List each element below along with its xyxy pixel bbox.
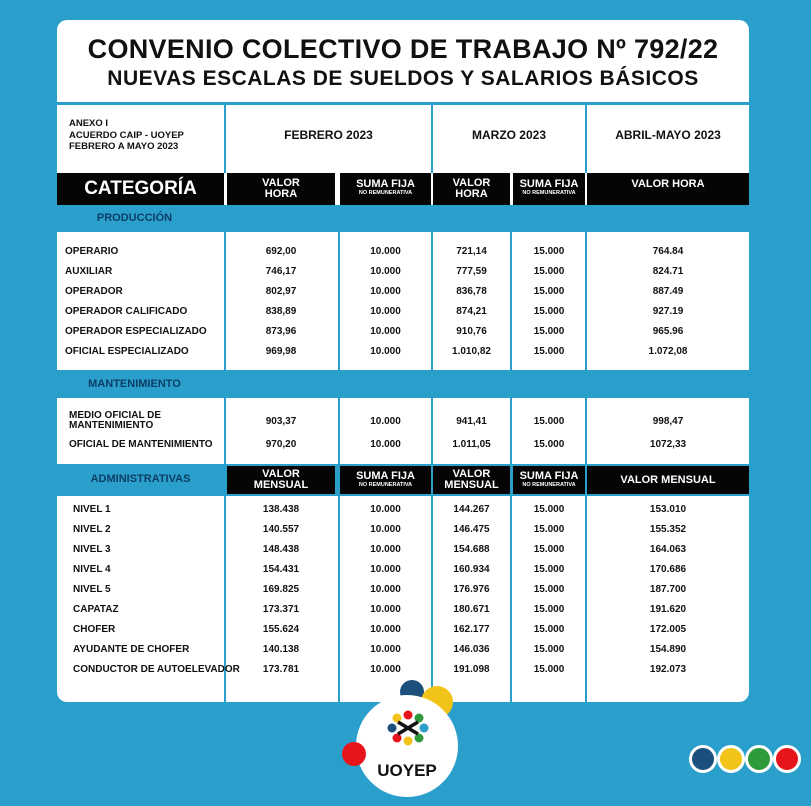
subtitle: NUEVAS ESCALAS DE SUELDOS Y SALARIOS BÁSICOS xyxy=(107,67,699,90)
divider xyxy=(57,494,749,496)
period-mar: MARZO 2023 xyxy=(471,128,547,142)
cell-mar-suma: 15.000 xyxy=(533,504,565,515)
divider xyxy=(510,398,512,464)
cell-mar-suma: 15.000 xyxy=(533,544,565,555)
cell-mar-valor: 154.688 xyxy=(453,544,490,555)
header-valor-hora-abr xyxy=(587,173,749,205)
cell-feb-valor: 970,20 xyxy=(265,439,297,450)
section-administrativas-label: ADMINISTRATIVAS xyxy=(90,473,191,485)
cell-feb-suma: 10.000 xyxy=(370,346,401,357)
cell-abr-valor: 927.19 xyxy=(652,306,684,317)
main-title: CONVENIO COLECTIVO DE TRABAJO Nº 792/22 xyxy=(87,34,719,64)
yellow-dot xyxy=(717,745,745,773)
header-suma-fija-feb-admin xyxy=(340,466,431,494)
cell-abr-valor: 824.71 xyxy=(652,266,684,277)
category-header: CATEGORÍA xyxy=(57,173,224,205)
cell-mar-suma: 15.000 xyxy=(533,326,565,337)
row-label: OPERADOR xyxy=(65,286,123,297)
cell-mar-valor: 721,14 xyxy=(456,246,487,257)
row-label: CONDUCTOR DE AUTOELEVADOR xyxy=(73,664,240,675)
cell-feb-suma: 10.000 xyxy=(370,326,401,337)
period-abr-may: ABRIL-MAYO 2023 xyxy=(615,128,721,142)
cell-feb-valor: 173.371 xyxy=(262,604,300,615)
header-valor-mensual-mar xyxy=(433,466,510,494)
cell-mar-valor: 160.934 xyxy=(453,564,490,575)
cell-mar-valor: 874,21 xyxy=(456,306,487,317)
header-text: HORA xyxy=(264,188,298,200)
cell-feb-suma: 10.000 xyxy=(370,306,401,317)
cell-feb-valor: 155.624 xyxy=(262,624,300,635)
header-text: MENSUAL xyxy=(444,479,499,491)
cell-abr-valor: 187.700 xyxy=(649,584,687,595)
cell-mar-valor: 146.475 xyxy=(453,524,490,535)
cell-feb-valor: 969,98 xyxy=(265,346,297,357)
cell-abr-valor: 965.96 xyxy=(652,326,684,337)
cell-feb-valor: 873,96 xyxy=(265,326,297,337)
cell-abr-valor: 764.84 xyxy=(652,246,684,257)
cell-feb-valor: 140.557 xyxy=(262,524,300,535)
cell-mar-suma: 15.000 xyxy=(533,524,565,535)
header-suma-fija-feb xyxy=(340,173,431,205)
row-label: AUXILIAR xyxy=(65,266,113,277)
header-valor-mensual-feb xyxy=(227,466,335,494)
divider xyxy=(57,102,749,105)
header-text: VALOR HORA xyxy=(631,178,705,190)
annex-line: FEBRERO A MAYO 2023 xyxy=(69,141,179,152)
cell-feb-suma: 10.000 xyxy=(370,604,401,615)
cell-feb-valor: 692,00 xyxy=(265,246,297,257)
row-label: NIVEL 3 xyxy=(73,544,111,555)
cell-feb-valor: 173.781 xyxy=(262,664,300,675)
header-text: HORA xyxy=(455,188,488,200)
red-dot xyxy=(773,745,801,773)
annex-info xyxy=(69,118,229,153)
row-label: NIVEL 5 xyxy=(73,584,111,595)
row-label: OFICIAL DE MANTENIMIENTO xyxy=(69,439,213,450)
header-suma-fija-mar-admin xyxy=(513,466,585,494)
cell-mar-suma: 15.000 xyxy=(533,306,565,317)
row-label: OPERADOR CALIFICADO xyxy=(65,306,188,317)
cell-feb-suma: 10.000 xyxy=(370,524,401,535)
cell-mar-valor: 146.036 xyxy=(453,644,490,655)
cell-mar-suma: 15.000 xyxy=(533,624,565,635)
cell-mar-suma: 15.000 xyxy=(533,604,565,615)
row-label: MANTENIMIENTO xyxy=(69,420,154,431)
green-dot xyxy=(745,745,773,773)
row-label: OFICIAL ESPECIALIZADO xyxy=(65,346,189,357)
cell-feb-suma: 10.000 xyxy=(370,416,401,427)
cell-feb-valor: 169.825 xyxy=(262,584,300,595)
cell-mar-valor: 941,41 xyxy=(456,416,487,427)
cell-feb-suma: 10.000 xyxy=(370,504,401,515)
cell-mar-suma: 15.000 xyxy=(533,266,565,277)
cell-abr-valor: 998,47 xyxy=(652,416,684,427)
header-text: SUMA FIJA xyxy=(356,470,415,482)
row-label: CAPATAZ xyxy=(73,604,119,615)
logo-white-circle xyxy=(356,695,458,797)
section-produccion-label: PRODUCCIÓN xyxy=(96,212,173,224)
cell-abr-valor: 887.49 xyxy=(652,286,684,297)
cell-mar-valor: 1.010,82 xyxy=(452,346,491,357)
cell-mar-suma: 15.000 xyxy=(533,564,565,575)
header-subtext: NO REMUNERATIVA xyxy=(358,482,413,488)
cell-feb-suma: 10.000 xyxy=(370,266,401,277)
cell-mar-valor: 777,59 xyxy=(456,266,487,277)
header-subtext: NO REMUNERATIVA xyxy=(522,190,576,196)
cell-mar-valor: 836,78 xyxy=(456,286,487,297)
header-valor-mensual-abr xyxy=(587,466,749,494)
cell-feb-valor: 140.138 xyxy=(262,644,300,655)
header-text: SUMA FIJA xyxy=(356,178,415,190)
cell-abr-valor: 170.686 xyxy=(649,564,687,575)
cell-mar-valor: 180.671 xyxy=(453,604,490,615)
divider xyxy=(338,398,340,464)
cell-mar-suma: 15.000 xyxy=(533,286,565,297)
annex-line: ANEXO I xyxy=(69,118,109,129)
divider xyxy=(224,398,226,464)
cell-abr-valor: 192.073 xyxy=(649,664,687,675)
logo-red-dot xyxy=(342,742,366,766)
header-text: VALOR xyxy=(452,177,491,189)
cell-mar-valor: 144.267 xyxy=(453,504,490,515)
people-icon xyxy=(388,711,429,746)
cell-mar-suma: 15.000 xyxy=(533,416,565,427)
row-label: NIVEL 1 xyxy=(73,504,111,515)
logo-graphic xyxy=(340,680,470,801)
decorative-dots xyxy=(689,745,799,775)
cell-abr-valor: 1.072,08 xyxy=(648,346,688,357)
header-text: VALOR xyxy=(262,177,300,189)
row-label: AYUDANTE DE CHOFER xyxy=(73,644,190,655)
header-text: SUMA FIJA xyxy=(519,470,579,482)
cell-mar-suma: 15.000 xyxy=(533,664,565,675)
cell-feb-valor: 148.438 xyxy=(262,544,300,555)
cell-feb-suma: 10.000 xyxy=(370,246,401,257)
cell-mar-valor: 191.098 xyxy=(453,664,490,675)
header-valor-hora-feb xyxy=(227,173,335,205)
salary-table-card xyxy=(57,20,749,702)
section-mantenimiento-label: MANTENIMIENTO xyxy=(88,378,181,390)
divider xyxy=(510,494,512,702)
cell-abr-valor: 1072,33 xyxy=(649,439,687,450)
cell-abr-valor: 172.005 xyxy=(649,624,687,635)
cell-abr-valor: 164.063 xyxy=(649,544,687,555)
navy-dot xyxy=(689,745,717,773)
row-label: OPERADOR ESPECIALIZADO xyxy=(65,326,207,337)
cell-feb-suma: 10.000 xyxy=(370,286,401,297)
row-label: NIVEL 2 xyxy=(73,524,111,535)
cell-mar-suma: 15.000 xyxy=(533,246,565,257)
divider xyxy=(585,398,587,464)
cell-feb-suma: 10.000 xyxy=(370,624,401,635)
row-label: NIVEL 4 xyxy=(73,564,111,575)
cell-mar-valor: 910,76 xyxy=(456,326,487,337)
header-subtext: NO REMUNERATIVA xyxy=(358,190,413,196)
header-valor-hora-mar xyxy=(433,173,510,205)
cell-feb-suma: 10.000 xyxy=(370,564,401,575)
row-label: MEDIO OFICIAL DE xyxy=(69,410,162,421)
cell-feb-suma: 10.000 xyxy=(370,664,401,675)
header-text: MENSUAL xyxy=(253,479,309,491)
cell-feb-valor: 154.431 xyxy=(262,564,300,575)
cell-mar-suma: 15.000 xyxy=(533,346,565,357)
cell-feb-suma: 10.000 xyxy=(370,439,401,450)
annex-line: ACUERDO CAIP - UOYEP xyxy=(69,129,184,141)
cell-feb-valor: 838,89 xyxy=(265,306,297,317)
cell-mar-suma: 15.000 xyxy=(533,644,565,655)
header-suma-fija-mar xyxy=(513,173,585,205)
divider xyxy=(510,232,512,370)
cell-feb-valor: 903,37 xyxy=(265,416,297,427)
cell-feb-valor: 746,17 xyxy=(265,266,297,277)
cell-mar-valor: 176.976 xyxy=(453,584,490,595)
title-block xyxy=(57,20,749,102)
header-subtext: NO REMUNERATIVA xyxy=(522,482,576,488)
divider xyxy=(431,398,433,464)
header-text: VALOR xyxy=(452,468,491,480)
uoyep-logo xyxy=(340,680,470,801)
header-text: SUMA FIJA xyxy=(519,178,579,190)
row-label: CHOFER xyxy=(73,624,116,635)
cell-abr-valor: 191.620 xyxy=(649,604,687,615)
cell-feb-valor: 138.438 xyxy=(262,504,300,515)
cell-abr-valor: 153.010 xyxy=(649,504,687,515)
cell-abr-valor: 155.352 xyxy=(649,524,687,535)
cell-feb-suma: 10.000 xyxy=(370,644,401,655)
period-feb: FEBRERO 2023 xyxy=(284,128,373,142)
cell-feb-suma: 10.000 xyxy=(370,544,401,555)
cell-mar-valor: 1.011,05 xyxy=(452,439,491,450)
row-label: OPERARIO xyxy=(65,246,119,257)
cell-mar-suma: 15.000 xyxy=(533,439,565,450)
divider xyxy=(224,232,226,370)
cell-mar-suma: 15.000 xyxy=(533,584,565,595)
header-text: VALOR xyxy=(262,468,300,480)
cell-feb-valor: 802,97 xyxy=(265,286,297,297)
cell-mar-valor: 162.177 xyxy=(453,624,490,635)
logo-text: UOYEP xyxy=(377,761,437,780)
cell-abr-valor: 154.890 xyxy=(649,644,687,655)
header-text: VALOR MENSUAL xyxy=(620,474,716,486)
cell-feb-suma: 10.000 xyxy=(370,584,401,595)
